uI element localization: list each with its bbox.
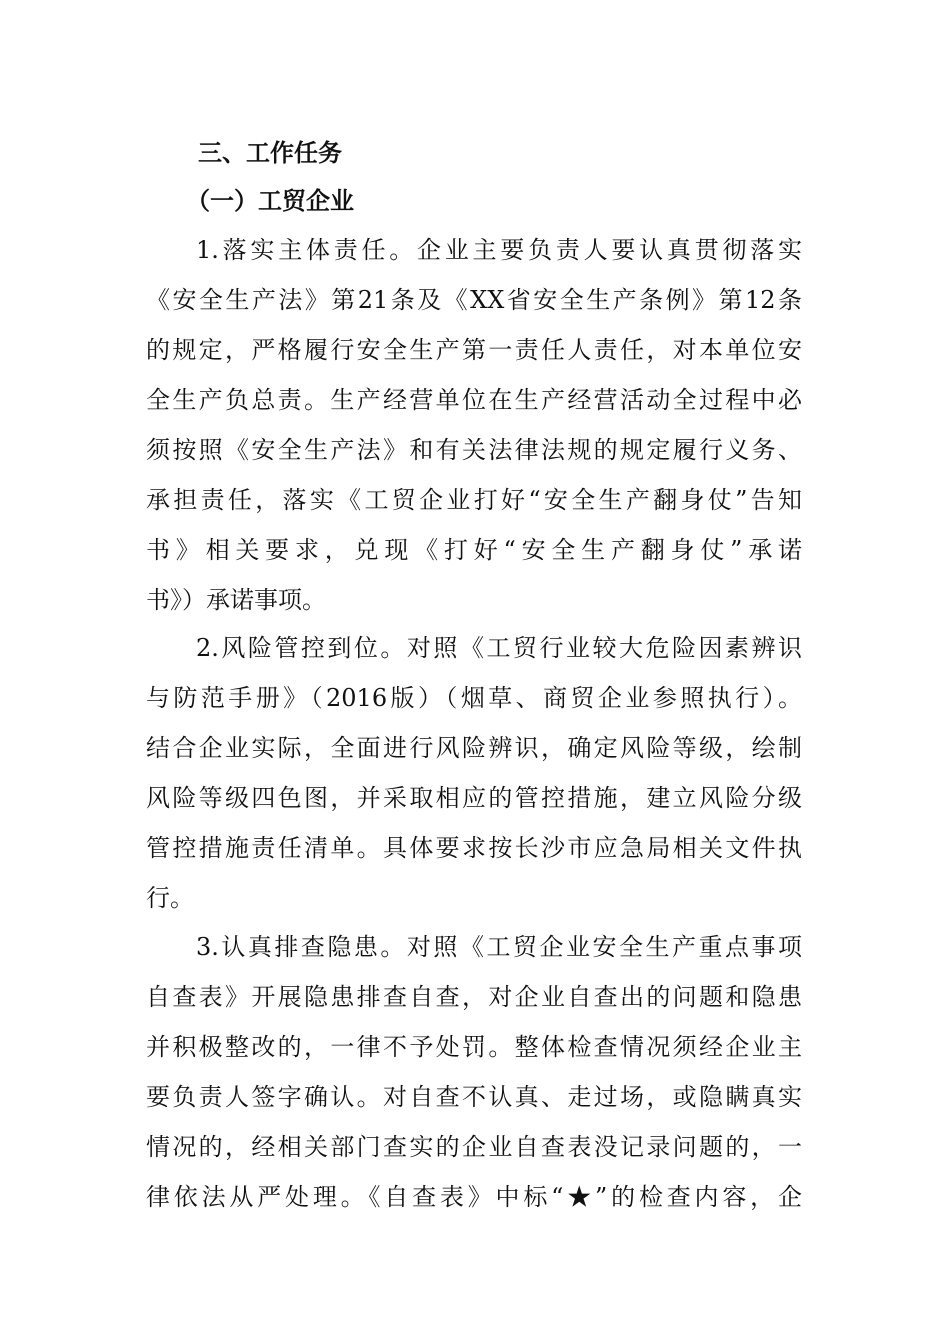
- text-line: 要负责人签字确认。对自查不认真、走过场，或隐瞒真实: [146, 1083, 802, 1111]
- subsection-heading: （一）工贸企业: [186, 187, 354, 215]
- text-line: 《安全生产法》第21条及《XX省安全生产条例》第12条: [146, 286, 802, 314]
- text-line: 1.落实主体责任。企业主要负责人要认真贯彻落实: [196, 236, 802, 264]
- text-line: 承担责任，落实《工贸企业打好“安全生产翻身仗”告知: [146, 486, 802, 514]
- text-line: 行。: [146, 884, 194, 912]
- text-line: 自查表》开展隐患排查自查，对企业自查出的问题和隐患: [146, 983, 802, 1011]
- text-line: 风险等级四色图，并采取相应的管控措施，建立风险分级: [146, 784, 802, 812]
- text-line: 书》）承诺事项。: [146, 586, 326, 614]
- text-line: 情况的，经相关部门查实的企业自查表没记录问题的，一: [146, 1133, 802, 1161]
- text-line: 律依法从严处理。《自查表》中标“★”的检查内容，企: [146, 1183, 802, 1211]
- text-line: 须按照《安全生产法》和有关法律法规的规定履行义务、: [146, 436, 802, 464]
- text-line: 并积极整改的，一律不予处罚。整体检查情况须经企业主: [146, 1033, 802, 1061]
- text-line: 的规定，严格履行安全生产第一责任人责任，对本单位安: [146, 336, 802, 364]
- text-line: 结合企业实际，全面进行风险辨识，确定风险等级，绘制: [146, 734, 802, 762]
- text-line: 与防范手册》（2016版）（烟草、商贸企业参照执行）。: [146, 684, 802, 712]
- text-line: 全生产负总责。生产经营单位在生产经营活动全过程中必: [146, 386, 802, 414]
- text-line: 书》相关要求，兑现《打好“安全生产翻身仗”承诺: [146, 536, 802, 564]
- text-line: 2.风险管控到位。对照《工贸行业较大危险因素辨识: [196, 634, 802, 662]
- text-line: 3.认真排查隐患。对照《工贸企业安全生产重点事项: [196, 933, 802, 961]
- text-line: 管控措施责任清单。具体要求按长沙市应急局相关文件执: [146, 834, 802, 862]
- section-heading: 三、工作任务: [198, 139, 342, 167]
